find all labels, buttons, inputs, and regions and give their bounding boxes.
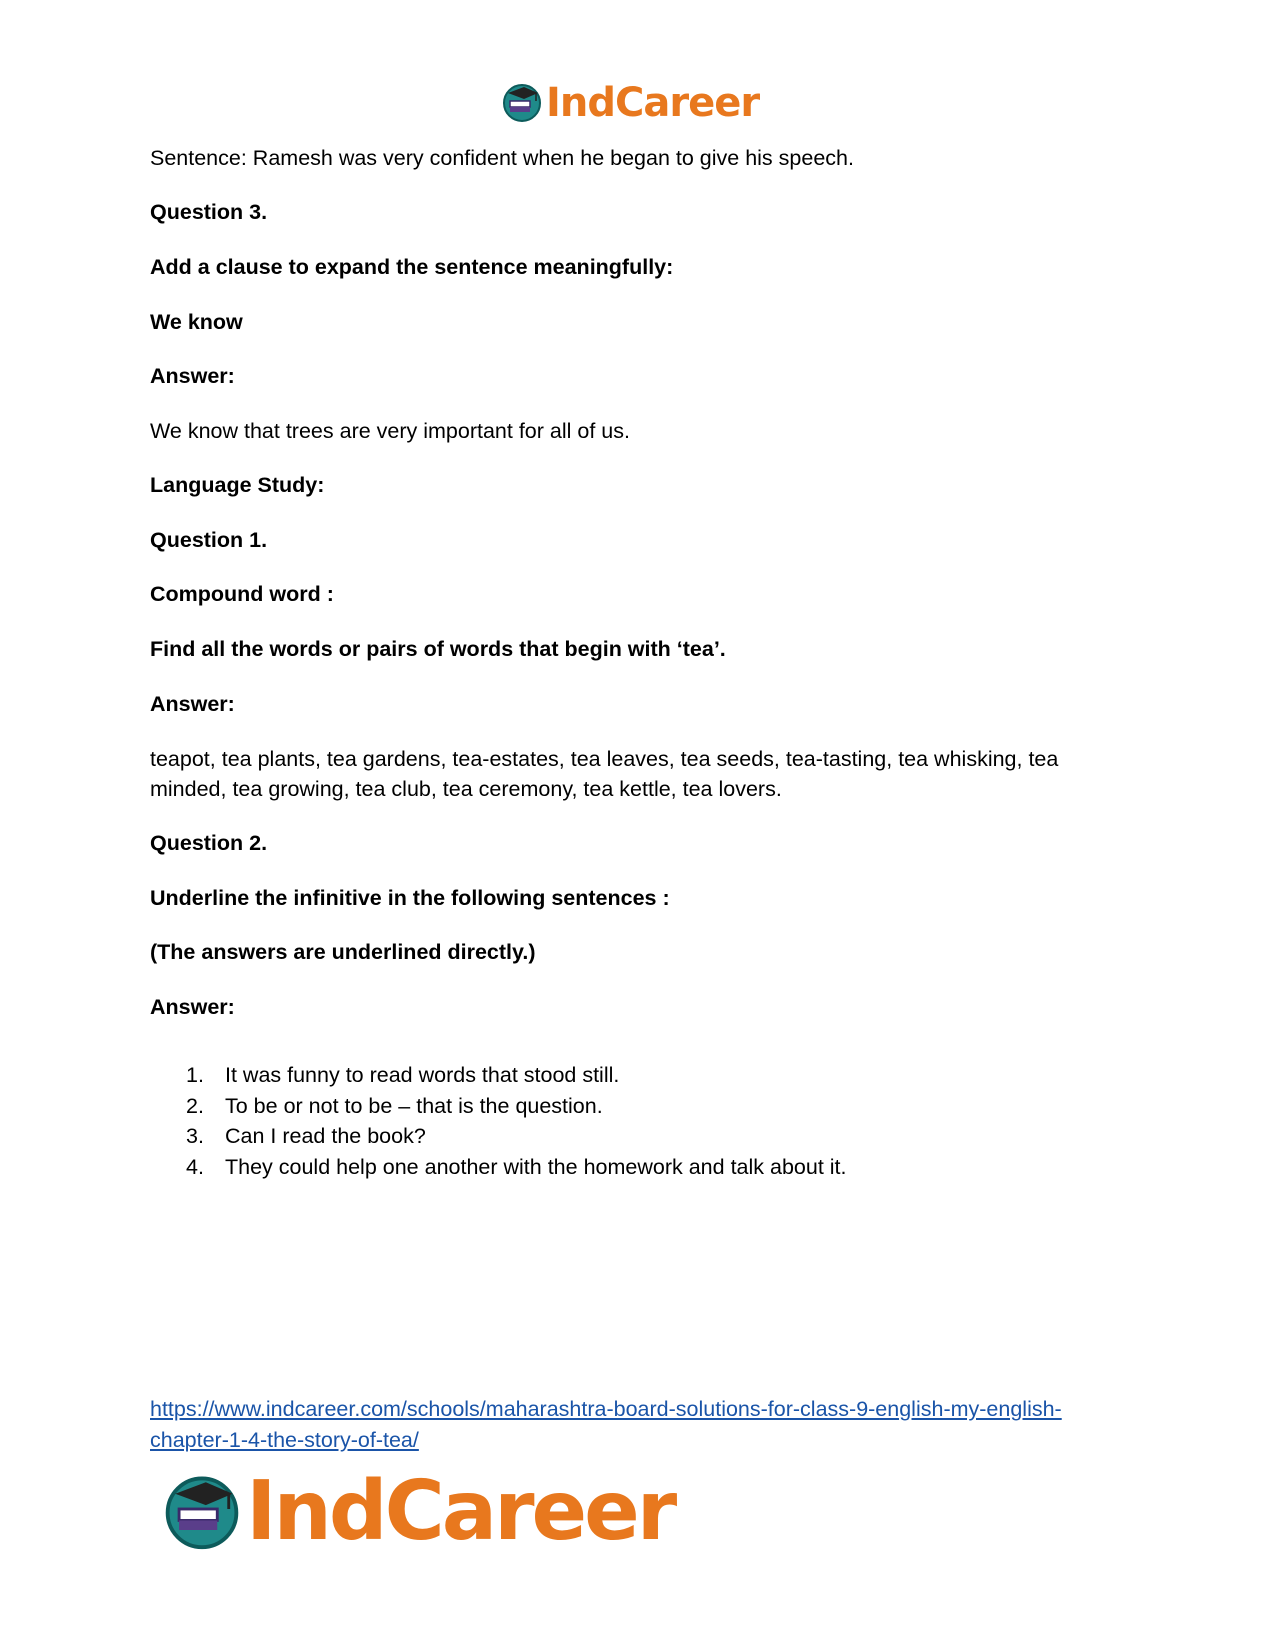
question-1-answer-line-2: minded, tea growing, tea club, tea ceremony, tea kettle, tea lovers.: [150, 777, 782, 801]
question-1-answer-line-1: teapot, tea plants, tea gardens, tea-estates, tea leaves, tea seeds, tea-tasting, tea whisking, tea: [150, 747, 1059, 771]
list-item: [150, 1152, 847, 1183]
question-3-answer-label: Answer:: [150, 364, 235, 388]
list-item-text: It was funny to read words that stood still.: [225, 1063, 620, 1087]
list-item: [150, 1091, 847, 1122]
list-item-number: 2.: [186, 1093, 204, 1118]
question-2-answer-list: [150, 1060, 847, 1182]
graduation-book-globe-icon: [160, 1467, 244, 1556]
footer-logo-text: IndCareer: [246, 1463, 675, 1559]
source-link: [150, 1394, 1062, 1455]
list-item-number: 1.: [186, 1063, 204, 1087]
sentence-line: Sentence: Ramesh was very confident when he began to give his speech.: [150, 146, 854, 170]
footer-logo: [160, 1463, 675, 1559]
question-2-answer-label: Answer:: [150, 995, 235, 1019]
language-study-heading: Language Study:: [150, 473, 325, 497]
list-item-text: Can I read the book?: [225, 1124, 426, 1148]
list-item: [150, 1060, 847, 1091]
list-item-number: 4.: [186, 1154, 204, 1179]
question-3-instruction: Add a clause to expand the sentence meaningfully:: [150, 255, 674, 279]
question-1-answer-label: Answer:: [150, 692, 235, 716]
question-2-note: (The answers are underlined directly.): [150, 940, 536, 964]
question-2-instruction: Underline the infinitive in the following sentences :: [150, 886, 670, 910]
question-3-prompt: We know: [150, 310, 243, 334]
list-item-text: They could help one another with the homework and talk about it.: [225, 1154, 847, 1179]
source-link-line-2[interactable]: chapter-1-4-the-story-of-tea/: [150, 1427, 419, 1452]
question-1-instruction: Find all the words or pairs of words that begin with ‘tea’.: [150, 637, 726, 661]
header-logo: [500, 78, 759, 128]
question-2-label: Question 2.: [150, 831, 268, 855]
question-1-label: Question 1.: [150, 528, 268, 552]
list-item-text: To be or not to be – that is the question.: [225, 1093, 603, 1118]
list-item: [150, 1121, 847, 1152]
list-item-number: 3.: [186, 1124, 204, 1148]
header-logo-text: IndCareer: [546, 80, 760, 126]
question-3-answer: We know that trees are very important for all of us.: [150, 419, 630, 443]
source-link-line-1[interactable]: https://www.indcareer.com/schools/maharashtra-board-solutions-for-class-9-english-my-english-: [150, 1397, 1062, 1421]
question-3-label: Question 3.: [150, 200, 268, 224]
graduation-book-globe-icon: [500, 79, 544, 128]
question-1-topic: Compound word :: [150, 582, 334, 606]
